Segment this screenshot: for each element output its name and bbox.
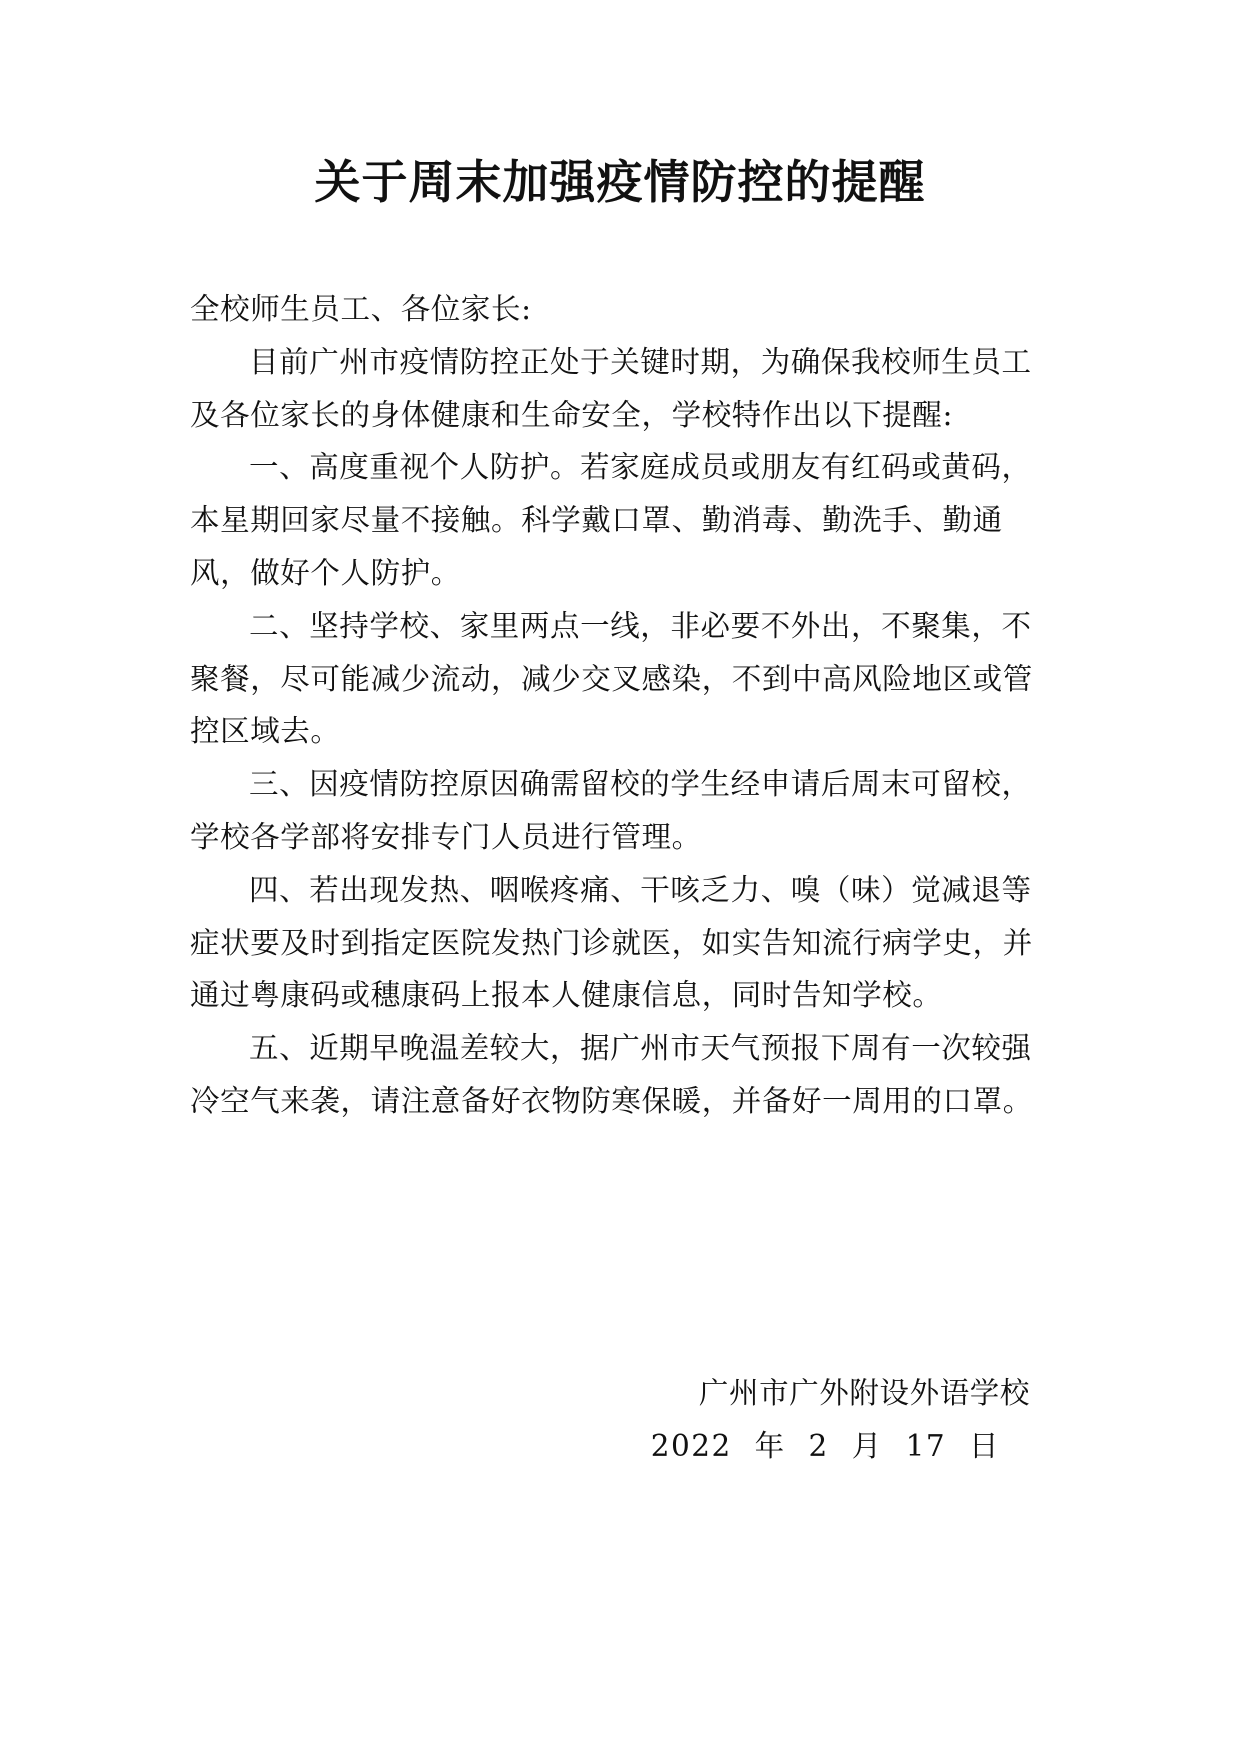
salutation: 全校师生员工、各位家长: xyxy=(190,292,532,326)
signature-block xyxy=(651,1367,1030,1473)
paragraph-item-1: 一、高度重视个人防护。若家庭成员或朋友有红码或黄码，本星期回家尽量不接触。科学戴口罩、勤消毒、勤洗手、勤通风，做好个人防护。 xyxy=(190,450,1032,590)
paragraph-item-3: 三、因疫情防控原因确需留校的学生经申请后周末可留校，学校各学部将安排专门人员进行管理。 xyxy=(190,767,1032,854)
paragraph-intro: 目前广州市疫情防控正处于关键时期，为确保我校师生员工及各位家长的身体健康和生命安全，学校特作出以下提醒: xyxy=(190,344,1032,432)
paragraph-item-4: 四、若出现发热、咽喉疼痛、干咳乏力、嗅（味）觉减退等症状要及时到指定医院发热门诊就医，如实告知流行病学史，并通过粤康码或穗康码上报本人健康信息，同时告知学校。 xyxy=(190,872,1033,1013)
paragraph-item-5: 五、近期早晚温差较大，据广州市天气预报下周有一次较强冷空气来袭，请注意备好衣物防寒保暖，并备好一周用的口罩。 xyxy=(190,1031,1033,1118)
document-body xyxy=(190,283,1056,1128)
signature-date: 2022 年 2 月 17 日 xyxy=(650,1428,1000,1463)
document-title: 关于周末加强疫情防控的提醒 xyxy=(314,155,926,209)
signature-organization: 广州市广外附设外语学校 xyxy=(698,1376,1030,1410)
paragraph-item-2: 二、坚持学校、家里两点一线，非必要不外出，不聚集，不聚餐，尽可能减少流动，减少交叉感染，不到中高风险地区或管控区域去。 xyxy=(190,608,1033,749)
